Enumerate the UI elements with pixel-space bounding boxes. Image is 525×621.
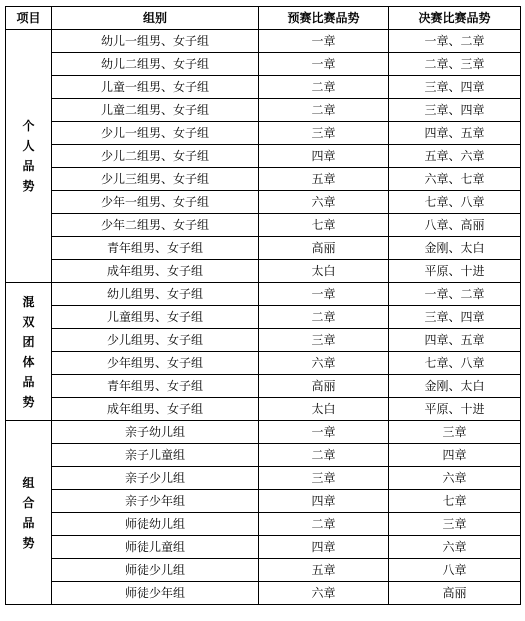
final-cell: 八章 — [389, 559, 521, 582]
final-cell: 金刚、太白 — [389, 237, 521, 260]
group-cell: 亲子少儿组 — [52, 467, 259, 490]
table-row — [6, 421, 521, 444]
table-row — [6, 191, 521, 214]
prelim-cell: 三章 — [259, 329, 389, 352]
final-cell: 高丽 — [389, 582, 521, 605]
table-row — [6, 283, 521, 306]
group-cell: 少年一组男、女子组 — [52, 191, 259, 214]
table-row — [6, 145, 521, 168]
final-cell: 六章、七章 — [389, 168, 521, 191]
final-cell: 七章 — [389, 490, 521, 513]
prelim-cell: 二章 — [259, 76, 389, 99]
group-cell: 师徒少儿组 — [52, 559, 259, 582]
table-row — [6, 352, 521, 375]
table-row — [6, 559, 521, 582]
table-row — [6, 582, 521, 605]
group-cell: 少年二组男、女子组 — [52, 214, 259, 237]
final-cell: 三章 — [389, 421, 521, 444]
final-cell: 一章、二章 — [389, 30, 521, 53]
final-cell: 平原、十进 — [389, 260, 521, 283]
table-row — [6, 99, 521, 122]
final-cell: 八章、高丽 — [389, 214, 521, 237]
table-row — [6, 260, 521, 283]
prelim-cell: 二章 — [259, 513, 389, 536]
group-cell: 青年组男、女子组 — [52, 375, 259, 398]
prelim-cell: 四章 — [259, 145, 389, 168]
table-row — [6, 490, 521, 513]
final-cell: 六章 — [389, 536, 521, 559]
group-cell: 儿童二组男、女子组 — [52, 99, 259, 122]
prelim-cell: 四章 — [259, 536, 389, 559]
table-row — [6, 30, 521, 53]
prelim-cell: 五章 — [259, 168, 389, 191]
header-row — [6, 7, 521, 30]
table-row — [6, 513, 521, 536]
table-row — [6, 122, 521, 145]
header-group: 组别 — [52, 7, 259, 30]
header-prelim: 预赛比赛品势 — [259, 7, 389, 30]
header-final: 决赛比赛品势 — [389, 7, 521, 30]
group-cell: 成年组男、女子组 — [52, 398, 259, 421]
final-cell: 三章、四章 — [389, 306, 521, 329]
prelim-cell: 六章 — [259, 352, 389, 375]
final-cell: 七章、八章 — [389, 191, 521, 214]
final-cell: 一章、二章 — [389, 283, 521, 306]
group-cell: 少儿一组男、女子组 — [52, 122, 259, 145]
prelim-cell: 高丽 — [259, 237, 389, 260]
prelim-cell: 太白 — [259, 260, 389, 283]
group-cell: 少儿二组男、女子组 — [52, 145, 259, 168]
prelim-cell: 一章 — [259, 30, 389, 53]
group-cell: 亲子儿童组 — [52, 444, 259, 467]
header-category: 项目 — [6, 7, 52, 30]
prelim-cell: 二章 — [259, 99, 389, 122]
table-row — [6, 375, 521, 398]
table-row — [6, 168, 521, 191]
final-cell: 四章、五章 — [389, 122, 521, 145]
table-row — [6, 76, 521, 99]
prelim-cell: 二章 — [259, 306, 389, 329]
table-row — [6, 53, 521, 76]
prelim-cell: 一章 — [259, 283, 389, 306]
prelim-cell: 三章 — [259, 467, 389, 490]
group-cell: 少年组男、女子组 — [52, 352, 259, 375]
group-cell: 幼儿组男、女子组 — [52, 283, 259, 306]
final-cell: 五章、六章 — [389, 145, 521, 168]
prelim-cell: 四章 — [259, 490, 389, 513]
table-body — [6, 30, 521, 605]
table-row — [6, 237, 521, 260]
poomsae-table-container — [5, 6, 520, 605]
table-row — [6, 467, 521, 490]
table-row — [6, 444, 521, 467]
prelim-cell: 一章 — [259, 421, 389, 444]
group-cell: 儿童一组男、女子组 — [52, 76, 259, 99]
final-cell: 三章 — [389, 513, 521, 536]
prelim-cell: 二章 — [259, 444, 389, 467]
category-cell — [6, 283, 52, 421]
prelim-cell: 六章 — [259, 582, 389, 605]
prelim-cell: 三章 — [259, 122, 389, 145]
final-cell: 七章、八章 — [389, 352, 521, 375]
category-label: 组合品势 — [22, 475, 35, 550]
prelim-cell: 七章 — [259, 214, 389, 237]
table-row — [6, 536, 521, 559]
final-cell: 二章、三章 — [389, 53, 521, 76]
group-cell: 少儿组男、女子组 — [52, 329, 259, 352]
final-cell: 六章 — [389, 467, 521, 490]
table-row — [6, 214, 521, 237]
group-cell: 儿童组男、女子组 — [52, 306, 259, 329]
group-cell: 亲子幼儿组 — [52, 421, 259, 444]
group-cell: 少儿三组男、女子组 — [52, 168, 259, 191]
category-label: 个人品势 — [22, 119, 35, 193]
table-row — [6, 398, 521, 421]
group-cell: 幼儿二组男、女子组 — [52, 53, 259, 76]
prelim-cell: 太白 — [259, 398, 389, 421]
poomsae-table — [5, 6, 521, 605]
group-cell: 成年组男、女子组 — [52, 260, 259, 283]
prelim-cell: 高丽 — [259, 375, 389, 398]
final-cell: 四章、五章 — [389, 329, 521, 352]
final-cell: 平原、十进 — [389, 398, 521, 421]
prelim-cell: 六章 — [259, 191, 389, 214]
final-cell: 三章、四章 — [389, 99, 521, 122]
group-cell: 师徒儿童组 — [52, 536, 259, 559]
category-cell — [6, 421, 52, 605]
prelim-cell: 五章 — [259, 559, 389, 582]
group-cell: 青年组男、女子组 — [52, 237, 259, 260]
category-cell — [6, 30, 52, 283]
final-cell: 三章、四章 — [389, 76, 521, 99]
prelim-cell: 一章 — [259, 53, 389, 76]
group-cell: 师徒少年组 — [52, 582, 259, 605]
category-label: 混双团体品势 — [22, 294, 35, 409]
group-cell: 幼儿一组男、女子组 — [52, 30, 259, 53]
group-cell: 亲子少年组 — [52, 490, 259, 513]
table-row — [6, 306, 521, 329]
table-row — [6, 329, 521, 352]
final-cell: 四章 — [389, 444, 521, 467]
group-cell: 师徒幼儿组 — [52, 513, 259, 536]
final-cell: 金刚、太白 — [389, 375, 521, 398]
